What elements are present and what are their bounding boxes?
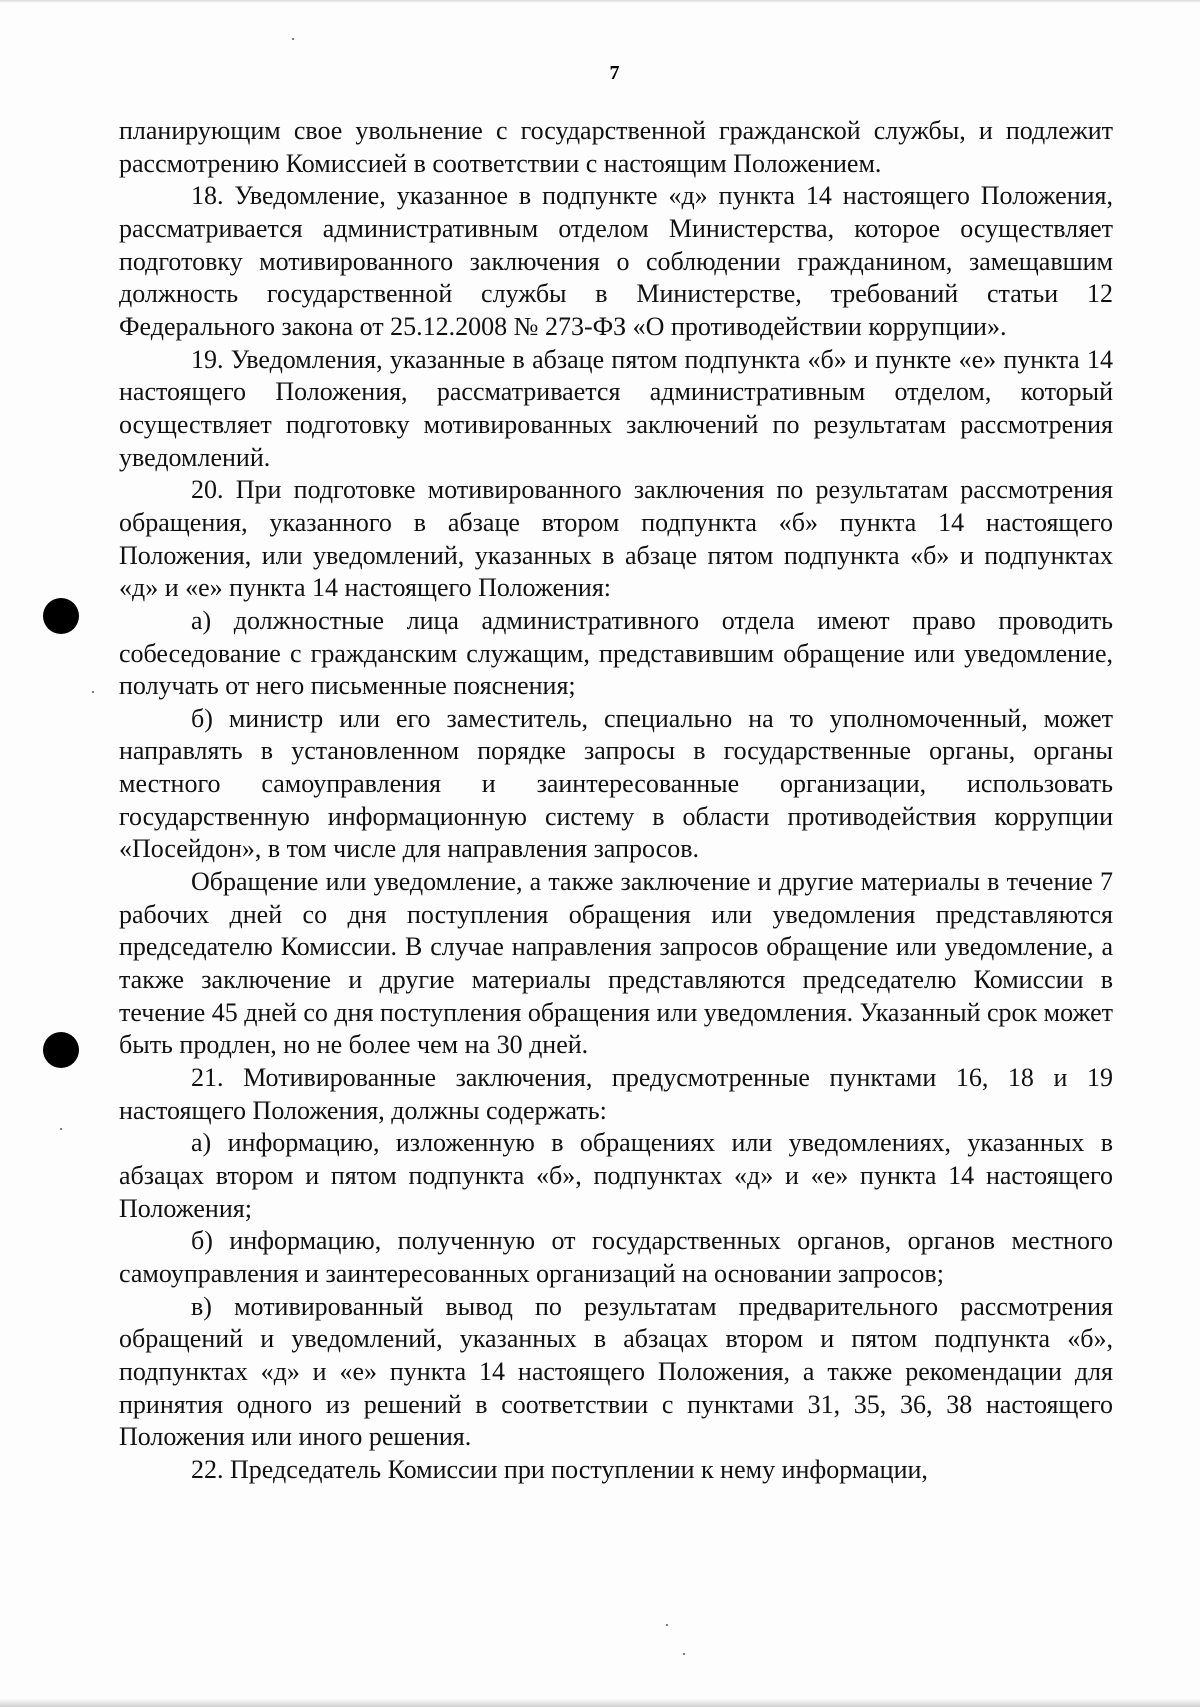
paragraph-20-terms: Обращение или уведомление, а также заключение и другие материалы в течение 7 рабочих дней со дня поступления обращения или уведомления представляются председателю Комиссии. В случае направления запросов обращение или уведомление, а также заключение и другие материалы представляются председателю Комиссии в течение 45 дней со дня поступления обращения или уведомления. Указанный срок может быть продлен, но не более чем на 30 дней.: [119, 867, 1113, 1060]
paragraph-21-b: б) информацию, полученную от государственных органов, органов местного самоуправления и заинтересованных организаций на основании запросов;: [119, 1226, 1113, 1288]
punch-hole-lower: [43, 1032, 79, 1068]
scan-speck: [683, 1653, 685, 1655]
paragraph-20-a: а) должностные лица административного отдела имеют право проводить собеседование с гражданским служащим, представившим обращение или уведомление, получать от него письменные пояснения;: [119, 605, 1113, 701]
paragraph-continuation: планирующим свое увольнение с государственной гражданской службы, и подлежит рассмотрению Комиссией в соответствии с настоящим Положением.: [119, 116, 1113, 178]
page-number: 7: [609, 62, 620, 84]
paragraph-21-a: а) информацию, изложенную в обращениях или уведомлениях, указанных в абзацах втором и пятом подпункта «б», подпунктах «д» и «е» пункта 14 настоящего Положения;: [119, 1128, 1113, 1223]
scan-speck: [292, 38, 294, 40]
punch-hole-upper: [43, 598, 79, 634]
paragraph-20: 20. При подготовке мотивированного заключения по результатам рассмотрения обращения, указанного в абзаце втором подпункта «б» пункта 14 настоящего Положения, или уведомлений, указанных в абзаце пятом подпункта «б» и подпунктах «д» и «е» пункта 14 настоящего Положения:: [119, 475, 1113, 603]
scan-speck: [60, 1128, 62, 1130]
paragraph-21-v: в) мотивированный вывод по результатам предварительного рассмотрения обращений и уведомлений, указанных в абзацах втором и пятом подпункта «б», подпунктах «д» и «е» пункта 14 настоящего Положения, а также рекомендации для принятия одного из решений в соответствии с пунктами 31, 35, 36, 38 настоящего Положения или иного решения.: [119, 1291, 1113, 1452]
paragraph-20-b: б) министр или его заместитель, специально на то уполномоченный, может направлять в установленном порядке запросы в государственные органы, органы местного самоуправления и заинтересованные организации, использовать государственную информационную систему в области противодействия коррупции «Посейдон», в том числе для направления запросов.: [119, 703, 1113, 864]
scan-speck: [92, 691, 94, 693]
scan-top-edge: [0, 0, 1200, 3]
paragraph-22: 22. Председатель Комиссии при поступлении к нему информации,: [191, 1454, 928, 1484]
paragraph-21: 21. Мотивированные заключения, предусмотренные пунктами 16, 18 и 19 настоящего Положения, должны содержать:: [119, 1063, 1113, 1125]
scan-bottom-edge: [0, 1699, 1200, 1707]
paragraph-18: 18. Уведомление, указанное в подпункте «д» пункта 14 настоящего Положения, рассматривается административным отделом Министерства, которое осуществляет подготовку мотивированного заключения о соблюдении гражданином, замещавшим должность государственной службы в Министерстве, требований статьи 12 Федерального закона от 25.12.2008 № 273-ФЗ «О противодействии коррупции».: [119, 181, 1113, 341]
paragraph-19: 19. Уведомления, указанные в абзаце пятом подпункта «б» и пункте «е» пункта 14 настоящего Положения, рассматривается административным отделом, который осуществляет подготовку мотивированных заключений по результатам рассмотрения уведомлений.: [119, 344, 1113, 472]
document-body: [119, 115, 1113, 1487]
scan-speck: [666, 1624, 668, 1626]
